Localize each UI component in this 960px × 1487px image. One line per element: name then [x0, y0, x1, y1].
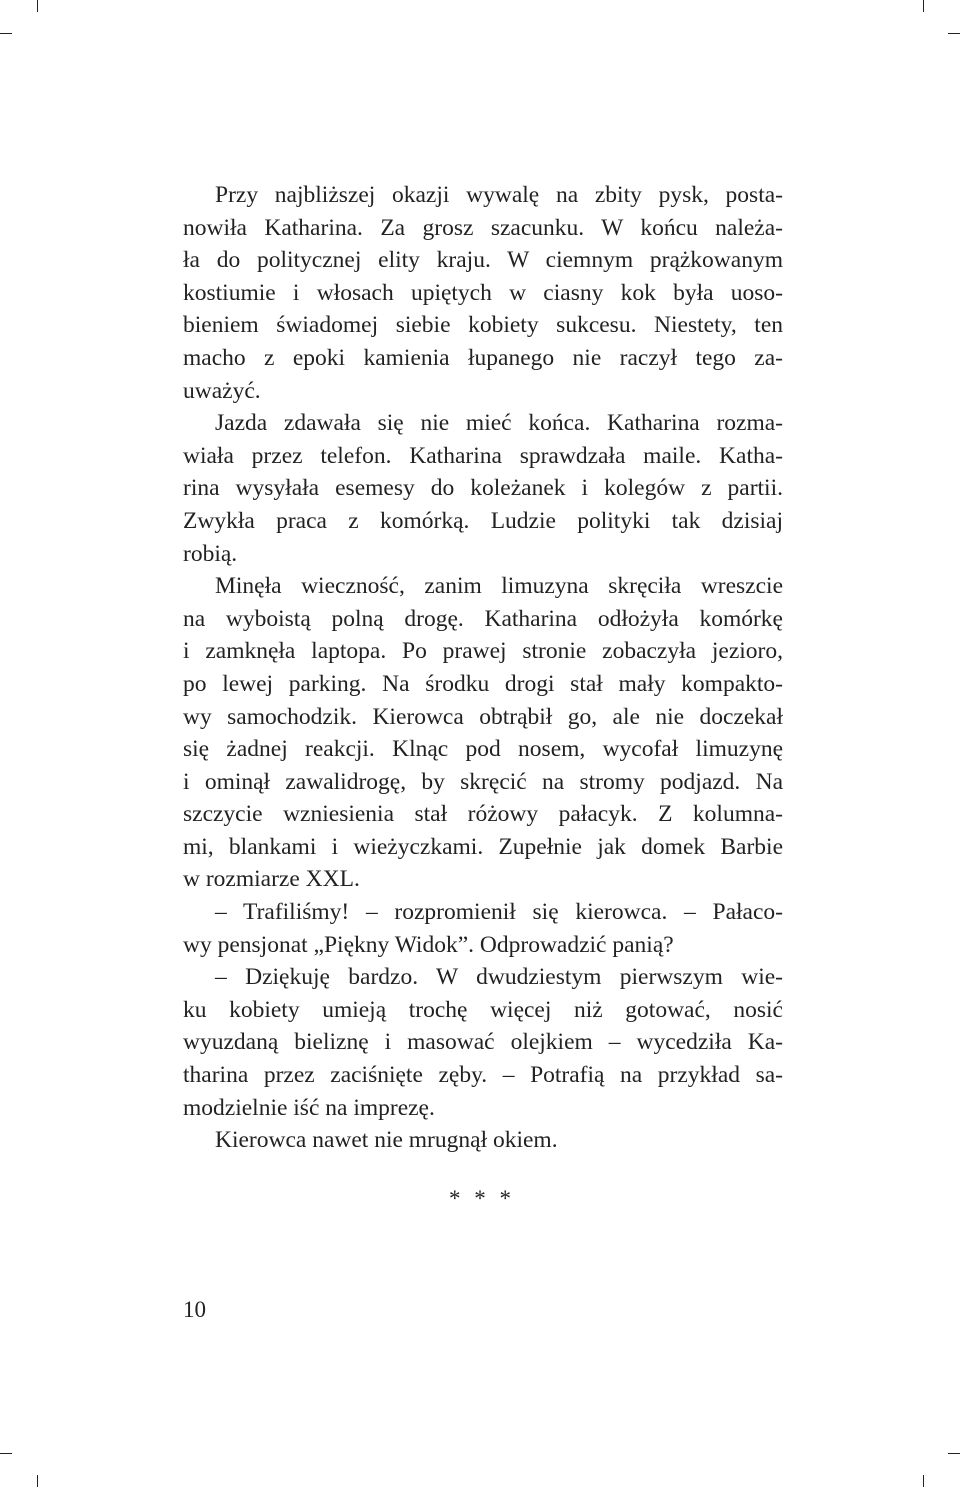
text-line: kostiumie i włosach upiętych w ciasny kok była uoso-	[183, 279, 783, 306]
crop-mark-top-right-h	[948, 33, 960, 34]
dialogue-line: modzielnie iść na imprezę.	[183, 1094, 435, 1121]
text-line: Zwykła praca z komórką. Ludzie polityki tak dzisiaj	[183, 507, 783, 534]
dialogue-line: tharina przez zaciśnięte zęby. – Potrafią na przykład sa-	[183, 1062, 783, 1089]
text-line: na wyboistą polną drogę. Katharina odłożyła komórkę	[183, 605, 783, 632]
text-line: się żadnej reakcji. Klnąc pod nosem, wycofał limuzynę	[183, 736, 783, 763]
body-text	[183, 179, 783, 1157]
text-line: robią.	[183, 540, 238, 567]
section-separator: * * *	[449, 1186, 515, 1211]
text-line: szczycie wzniesienia stał różowy pałacyk. Z kolumna-	[183, 801, 783, 828]
dialogue-line: wy pensjonat „Piękny Widok”. Odprowadzić panią?	[183, 931, 674, 958]
text-line: bieniem świadomej siebie kobiety sukcesu. Niestety, ten	[183, 312, 783, 339]
text-line: po lewej parking. Na środku drogi stał mały kompakto-	[183, 670, 783, 697]
crop-mark-bottom-right	[923, 1475, 924, 1487]
crop-mark-top-left-h	[0, 33, 12, 34]
text-line: mi, blankami i wieżyczkami. Zupełnie jak domek Barbie	[183, 833, 783, 860]
crop-mark-top-right	[923, 0, 924, 12]
text-line: ła do politycznej elity kraju. W ciemnym prążkowanym	[183, 247, 783, 274]
crop-mark-bottom-left-h	[0, 1453, 12, 1454]
text-line: nowiła Katharina. Za grosz szacunku. W końcu należa-	[183, 214, 783, 241]
crop-mark-bottom-right-h	[948, 1453, 960, 1454]
text-line: Minęła wieczność, zanim limuzyna skręciła wreszcie	[215, 573, 783, 600]
crop-mark-top-left	[37, 0, 38, 12]
text-line: uważyć.	[183, 377, 261, 404]
text-line: rina wysyłała esemesy do koleżanek i kolegów z partii.	[183, 475, 783, 502]
dialogue-line: – Trafiliśmy! – rozpromienił się kierowca. – Pałaco-	[215, 899, 783, 926]
text-line: wiała przez telefon. Katharina sprawdzała maile. Katha-	[183, 442, 783, 469]
text-line: macho z epoki kamienia łupanego nie raczył tego za-	[183, 344, 783, 371]
text-line: w rozmiarze XXL.	[183, 866, 360, 893]
dialogue-line: wyuzdaną bieliznę i masować olejkiem – wycedziła Ka-	[183, 1029, 783, 1056]
text-line: i zamknęła laptopa. Po prawej stronie zobaczyła jezioro,	[183, 638, 783, 665]
text-line: wy samochodzik. Kierowca obtrąbił go, ale nie doczekał	[183, 703, 783, 730]
dialogue-line: – Dziękuję bardzo. W dwudziestym pierwszym wie-	[215, 964, 783, 991]
text-line: Jazda zdawała się nie mieć końca. Katharina rozma-	[215, 410, 783, 437]
text-line: i ominął zawalidrogę, by skręcić na stromy podjazd. Na	[183, 768, 783, 795]
text-line: Przy najbliższej okazji wywalę na zbity pysk, posta-	[215, 182, 783, 208]
page-number: 10	[183, 1297, 206, 1322]
dialogue-line: ku kobiety umieją trochę więcej niż gotować, nosić	[183, 996, 783, 1023]
text-line: Kierowca nawet nie mrugnął okiem.	[215, 1127, 558, 1154]
crop-mark-bottom-left	[37, 1475, 38, 1487]
